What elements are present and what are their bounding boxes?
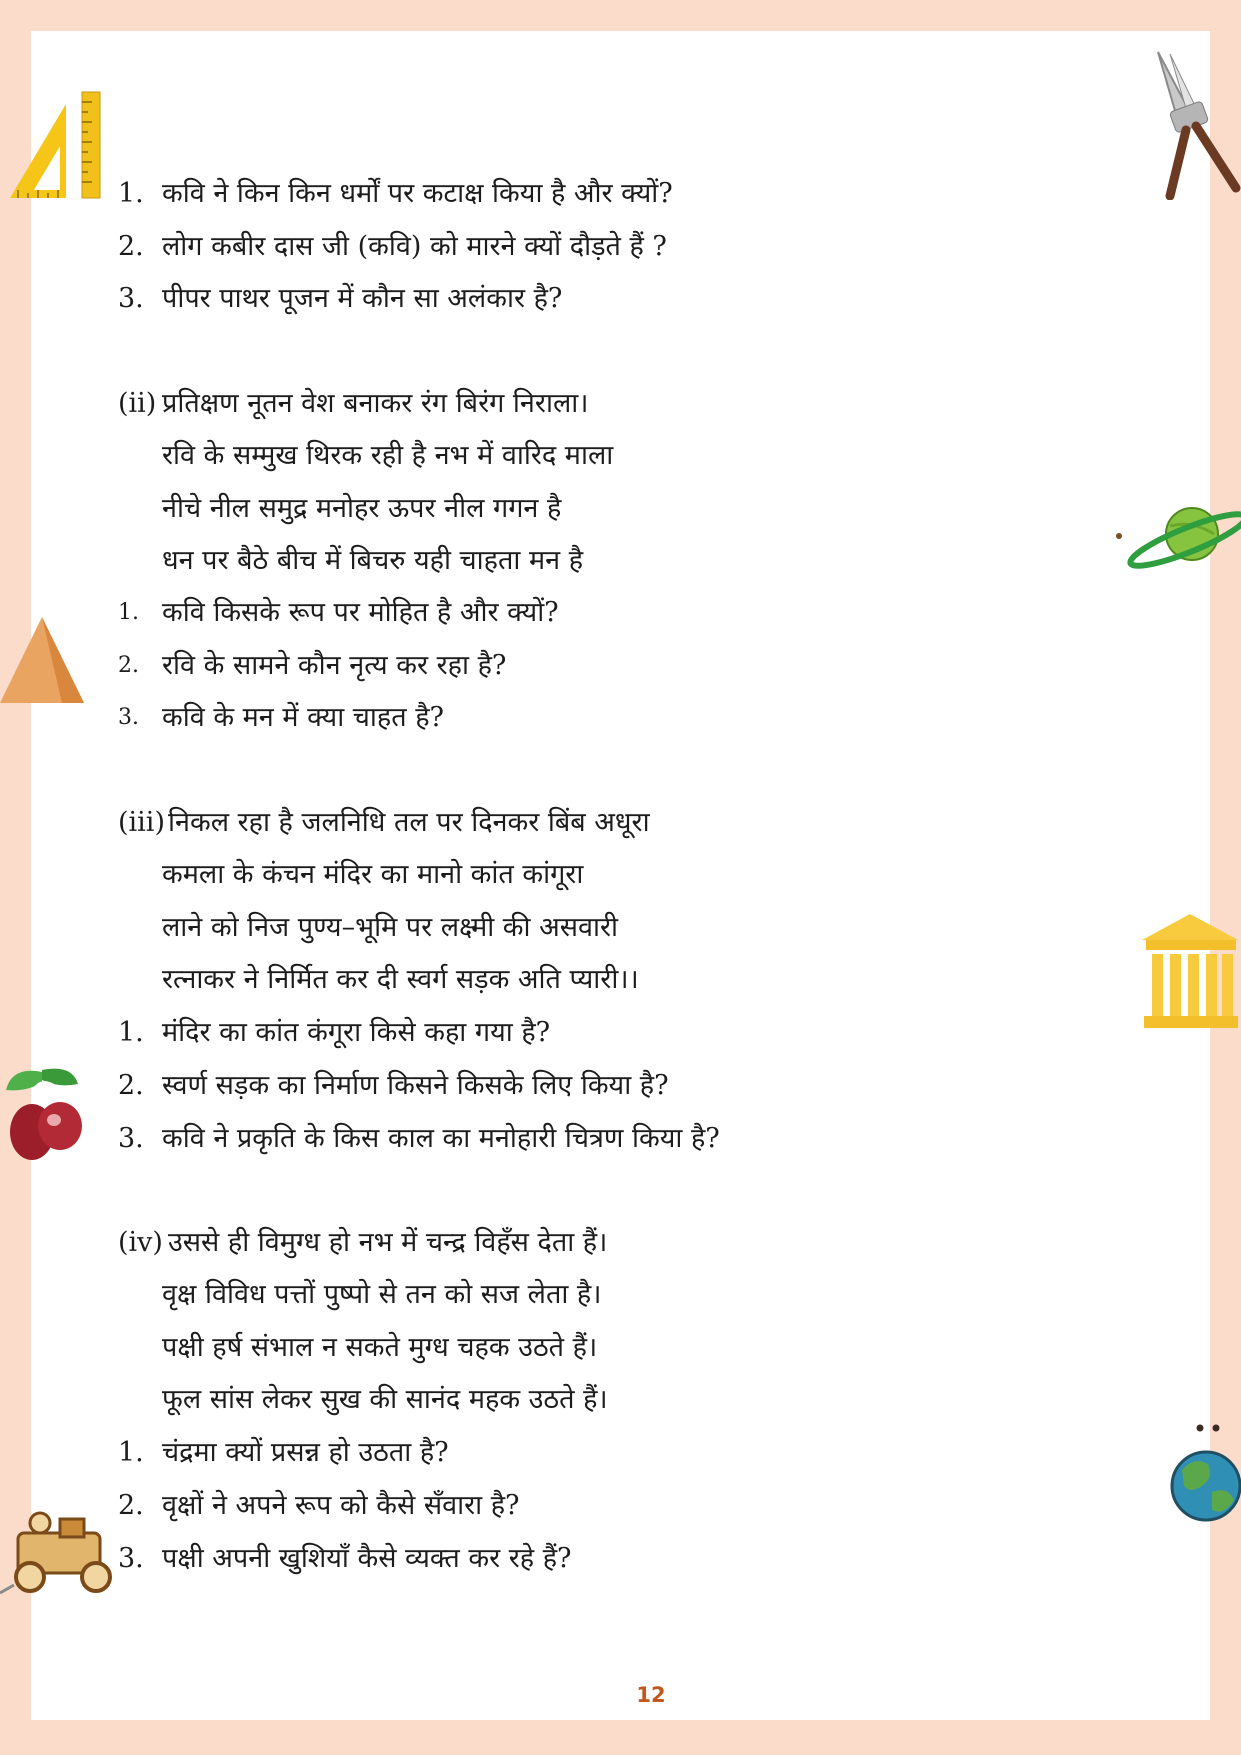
question-text: कवि के मन में क्या चाहत है? (162, 702, 445, 733)
question-number: 1. (118, 178, 144, 209)
question-text: पीपर पाथर पूजन में कौन सा अलंकार है? (162, 283, 563, 314)
poem-line: वृक्ष विविध पत्तों पुष्पो से तन को सज लेता है। (162, 1279, 602, 1310)
temple-icon (1140, 912, 1241, 1030)
poem-line: नीचे नील समुद्र मनोहर ऊपर नील गगन है (162, 493, 562, 524)
earth-globe-icon (1168, 1420, 1241, 1525)
question-number: 1. (118, 600, 139, 625)
question-number: 1. (118, 1017, 144, 1048)
question-text: कवि ने किन किन धर्मों पर कटाक्ष किया है और क्यों? (162, 178, 673, 209)
question-number: 2. (118, 1490, 144, 1521)
planet-saturn-icon (1110, 500, 1241, 570)
question-number: 3. (118, 283, 144, 314)
question-text: कवि किसके रूप पर मोहित है और क्यों? (162, 597, 559, 628)
question-number: 3. (118, 705, 139, 730)
question-text: लोग कबीर दास जी (कवि) को मारने क्यों दौड़ते हैं ? (162, 231, 667, 262)
question-number: 2. (118, 653, 139, 678)
poem-line: निकल रहा है जलनिधि तल पर दिनकर बिंब अधूरा (168, 807, 650, 838)
poem-line: प्रतिक्षण नूतन वेश बनाकर रंग बिरंग निराला। (162, 388, 589, 419)
question-text: मंदिर का कांत कंगूरा किसे कहा गया है? (162, 1017, 551, 1048)
question-number: 2. (118, 1070, 144, 1101)
shears-tool-icon (1150, 50, 1241, 200)
section-label: (iv) (118, 1227, 163, 1258)
section-label: (ii) (118, 388, 157, 419)
berries-icon (2, 1060, 92, 1165)
poem-line: रवि के सम्मुख थिरक रही है नभ में वारिद माला (162, 440, 614, 471)
section-label: (iii) (118, 807, 165, 838)
question-text: कवि ने प्रकृति के किस काल का मनोहारी चित्रण किया है? (162, 1123, 720, 1154)
question-text: वृक्षों ने अपने रूप को कैसे सँवारा है? (162, 1490, 520, 1521)
document-page (31, 31, 1210, 1720)
question-number: 2. (118, 231, 144, 262)
set-square-ruler-icon (4, 90, 104, 200)
poem-line: धन पर बैठे बीच में बिचरु यही चाहता मन है (162, 545, 584, 576)
question-text: पक्षी अपनी खुशियाँ कैसे व्यक्त कर रहे हैं? (162, 1543, 572, 1574)
question-text: रवि के सामने कौन नृत्य कर रहा है? (162, 650, 507, 681)
poem-line: रत्नाकर ने निर्मित कर दी स्वर्ग सड़क अति प्यारी।। (162, 964, 639, 995)
old-car-icon (0, 1505, 125, 1600)
poem-line: उससे ही विमुग्ध हो नभ में चन्द्र विहँस देता हैं। (168, 1227, 608, 1258)
poem-line: कमला के कंचन मंदिर का मानो कांत कांगूरा (162, 859, 584, 890)
question-number: 3. (118, 1123, 144, 1154)
poem-line: लाने को निज पुण्य–भूमि पर लक्ष्मी की असवारी (162, 912, 619, 943)
poem-line: फूल सांस लेकर सुख की सानंद महक उठते हैं। (162, 1384, 608, 1415)
poem-line: पक्षी हर्ष संभाल न सकते मुग्ध चहक उठते हैं। (162, 1332, 598, 1363)
question-text: स्वर्ण सड़क का निर्माण किसने किसके लिए किया है? (162, 1070, 669, 1101)
question-number: 1. (118, 1437, 144, 1468)
question-text: चंद्रमा क्यों प्रसन्न हो उठता है? (162, 1437, 449, 1468)
page-number: 12 (636, 1683, 666, 1707)
question-number: 3. (118, 1543, 144, 1574)
pyramid-icon (0, 615, 90, 705)
